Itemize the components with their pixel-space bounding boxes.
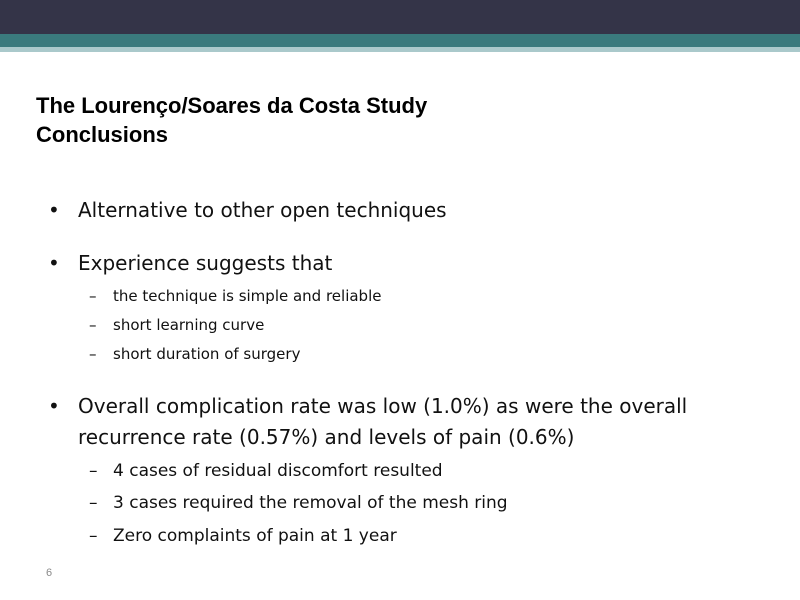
sub-item <box>89 344 300 364</box>
bullet-text: Alternative to other open techniques <box>78 198 447 222</box>
sub-item <box>89 492 508 514</box>
sub-text: 4 cases of residual discomfort resulted <box>113 461 443 481</box>
bullet-text: Experience suggests that <box>78 251 333 275</box>
sub-marker: – <box>89 461 98 481</box>
header-band-light <box>0 47 800 52</box>
slide-title <box>36 91 427 149</box>
bullet-marker: • <box>48 198 60 222</box>
bullet-marker: • <box>48 394 60 418</box>
bullet-text: Overall complication rate was low (1.0%) as were the overall recurrence rate (0.57%) and levels of pain (0.6%) <box>78 394 688 449</box>
sub-item <box>89 525 397 547</box>
sub-marker: – <box>89 345 97 363</box>
sub-text: Zero complaints of pain at 1 year <box>113 526 397 546</box>
sub-item <box>89 286 381 306</box>
sub-marker: – <box>89 287 97 305</box>
sub-marker: – <box>89 493 98 513</box>
sub-text: short learning curve <box>113 316 265 334</box>
slide-title-line-2: Conclusions <box>36 122 169 147</box>
sub-text: short duration of surgery <box>113 345 301 363</box>
sub-text: 3 cases required the removal of the mesh ring <box>113 493 508 513</box>
sub-marker: – <box>89 316 97 334</box>
bullet-item <box>48 391 748 453</box>
bullet-marker: • <box>48 251 60 275</box>
page-number: 6 <box>46 567 53 579</box>
header-band-dark <box>0 0 800 34</box>
sub-text: the technique is simple and reliable <box>113 287 382 305</box>
bullet-item <box>48 195 748 226</box>
bullet-item <box>48 248 748 279</box>
slide-title-line-1: The Lourenço/Soares da Costa Study <box>36 93 428 118</box>
sub-marker: – <box>89 526 98 546</box>
sub-item <box>89 315 264 335</box>
header-band-teal <box>0 34 800 47</box>
sub-item <box>89 460 443 482</box>
